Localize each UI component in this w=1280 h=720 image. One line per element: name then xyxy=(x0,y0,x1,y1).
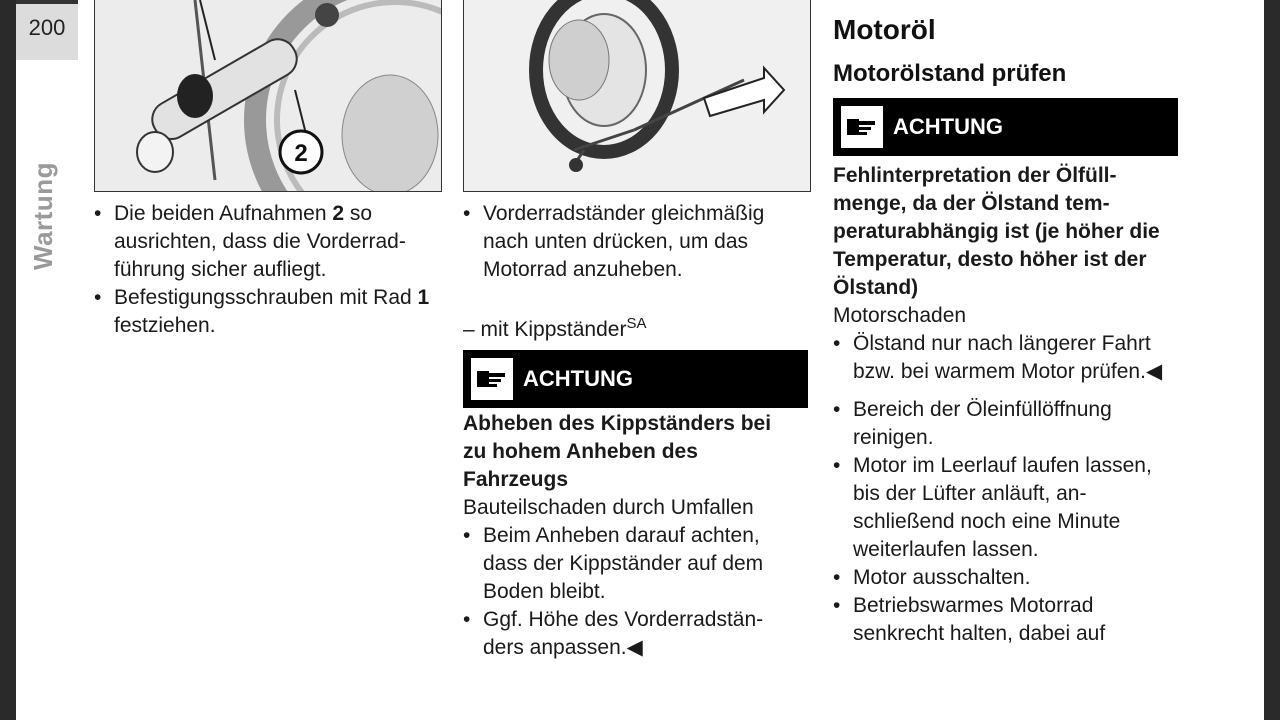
warning-hand-icon xyxy=(471,358,513,400)
figure-front-stand-lift xyxy=(463,0,811,192)
page-number: 200 xyxy=(16,0,78,60)
warning-title: Abheben des Kippständers bei zu hohem Anheben des Fahrzeugs xyxy=(463,412,772,491)
variant-line: – mit Kippständer$^{SA}$ xyxy=(463,315,647,341)
warning-banner xyxy=(463,350,808,408)
list-item: • Motor im Leerlauf laufen lassen, bis der Lüfter anläuft, anschließend noch eine Minute weiterlaufen lassen. xyxy=(833,452,1178,564)
list-item: • Motor ausschalten. xyxy=(833,564,1178,592)
warning-label: ACHTUNG xyxy=(893,114,1003,139)
warning-hand-icon xyxy=(841,106,883,148)
manual-page xyxy=(16,0,1264,720)
list-item: • Betriebswarmes Motorrad senkrecht halten, dabei auf xyxy=(833,592,1178,648)
list-item: • Ölstand nur nach längerer Fahrt bzw. bei warmem Motor prüfen.◀ xyxy=(833,330,1178,386)
column-3 xyxy=(833,98,1178,648)
warning-consequence: Bauteilschaden durch Umfallen xyxy=(463,496,754,519)
column-1 xyxy=(94,200,434,340)
section-title: Motoröl xyxy=(833,14,936,45)
list-item: • Die beiden Aufnahmen 2 so ausrichten, dass die Vorderradführung sicher aufliegt. xyxy=(94,200,434,284)
column-2 xyxy=(463,200,793,662)
callout-2: 2 xyxy=(294,140,308,167)
section-subtitle: Motorölstand prüfen xyxy=(833,60,1067,87)
list-item: • Bereich der Öleinfüllöffnung reinigen. xyxy=(833,396,1178,452)
section-side-label: Wartung xyxy=(28,162,58,270)
warning-label: ACHTUNG xyxy=(523,366,633,391)
warning-title: Fehlinterpretation der Ölfüllmenge, da der Ölstand temperaturabhängig ist (je höher die Temperatur, desto höher ist der Ölstand) xyxy=(833,164,1160,299)
list-item: • Befestigungsschrauben mit Rad 1 festziehen. xyxy=(94,284,434,340)
warning-consequence: Motorschaden xyxy=(833,304,967,327)
list-item: • Beim Anheben darauf achten, dass der Kippständer auf dem Boden bleibt. xyxy=(463,522,793,606)
list-item: • Vorderradständer gleichmäßig nach unten drücken, um das Motorrad anzuheben. xyxy=(463,200,793,284)
figure-front-stand-mount xyxy=(94,0,442,192)
warning-banner xyxy=(833,98,1178,156)
list-item: • Ggf. Höhe des Vorderradständers anpassen.◀ xyxy=(463,606,793,662)
